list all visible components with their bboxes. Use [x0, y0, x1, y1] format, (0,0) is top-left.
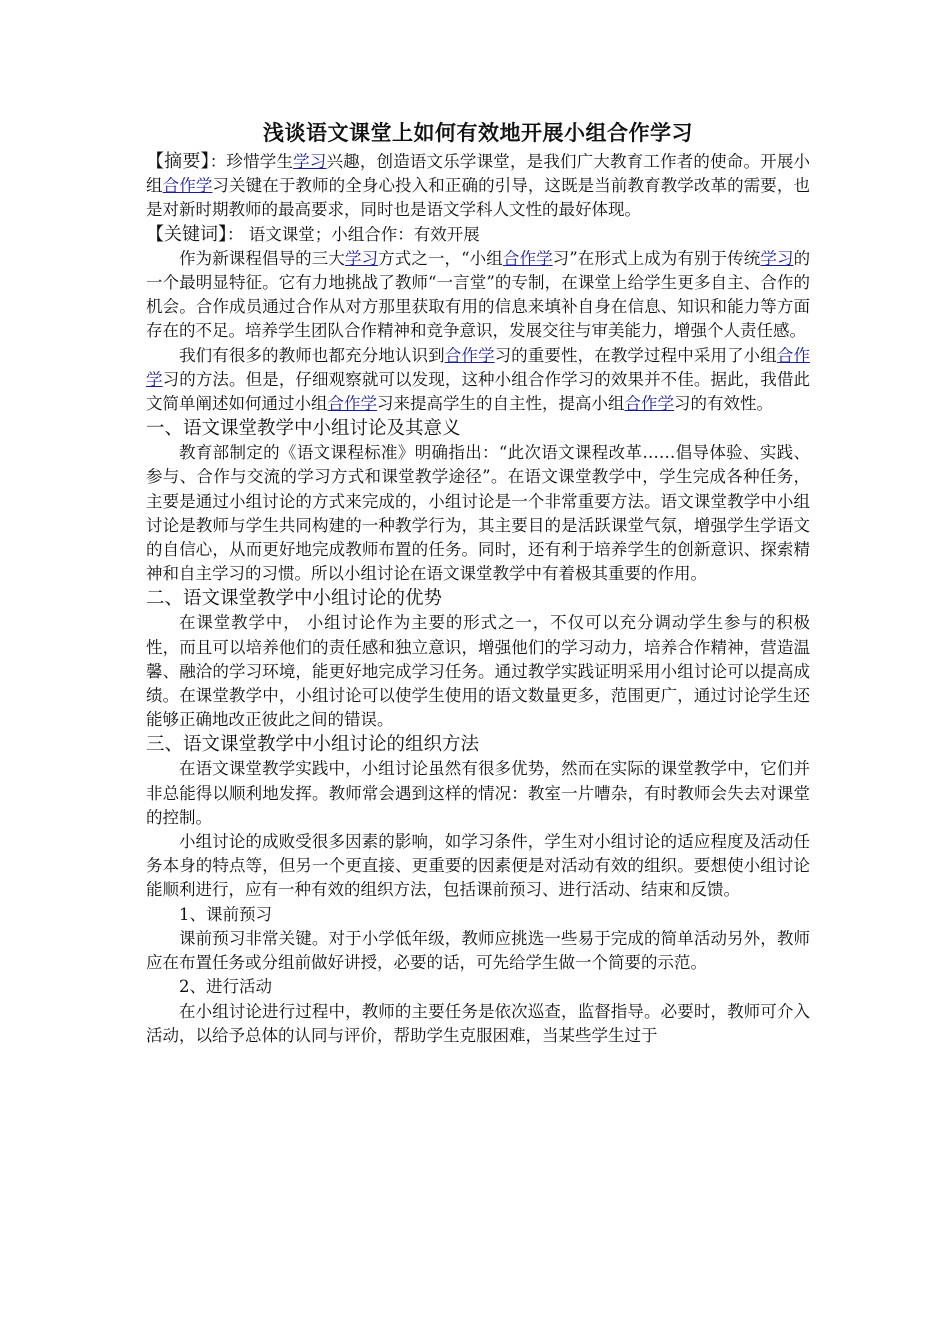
document-title: 浅谈语文课堂上如何有效地开展小组合作学习 [263, 121, 693, 145]
body-text: 习”在形式上成为有别于传统 [552, 248, 761, 268]
section-heading-2: 二、语文课堂教学中小组讨论的优势 [146, 588, 443, 610]
abstract-sep: ： [209, 152, 227, 171]
link-xuexi[interactable]: 学习 [293, 152, 327, 171]
section-3-paragraph-2: 小组讨论的成败受很多因素的影响，如学习条件，学生对小组讨论的适应程度及活动任务本身的特点等，但另一个更直接、更重要的因素便是对活动有效的组织。要想使小组讨论能顺利进行，应有一种有效的组织方法，包括课前预习、进行活动、结束和反馈。 [146, 832, 810, 900]
activity-paragraph: 在小组讨论进行过程中，教师的主要任务是依次巡查，监督指导。必要时，教师可介入活动，以给予总体的认同与评价，帮助学生克服困难，当某些学生过于 [146, 1001, 810, 1045]
abstract-label: 【摘要】 [146, 151, 210, 172]
keywords-sep: ： [227, 224, 244, 244]
link-hezuoxue[interactable]: 合作学 [624, 394, 674, 414]
link-hezuoxue[interactable]: 合作学 [146, 345, 811, 389]
link-hezuoxue[interactable]: 合作学 [502, 248, 553, 268]
section-2-paragraph: 在课堂教学中， 小组讨论作为主要的形式之一，不仅可以充分调动学生参与的积极性，而且可以培养他们的责任感和独立意识，增强他们的学习动力，培养合作精神，营造温馨、融洽的学习环境，能更好地完成学习任务。通过教学实践证明采用小组讨论可以提高成绩。在课堂教学中，小组讨论可以使学生使用的语文数量更多，范围更广，通过讨论学生还能够正确地改正彼此之间的错误。 [146, 613, 810, 730]
section-3-paragraph-1: 在语文课堂教学实践中，小组讨论虽然有很多优势，然而在实际的课堂教学中，它们并非总能得以顺利地发挥。教师常会遇到这样的情况：教室一片嘈杂，有时教师会失去对课堂的控制。 [146, 759, 810, 827]
keywords-label: 【关键词】 [146, 223, 227, 245]
link-hezuoxue[interactable]: 合作学 [327, 394, 377, 414]
subheading-activity: 2、进行活动 [179, 977, 272, 997]
body-text: 我们有很多的教师也都充分地认识到 [179, 345, 445, 365]
subheading-preview: 1、课前预习 [179, 904, 272, 924]
section-1-paragraph: 教育部制定的《语文课程标准》明确指出：“此次语文课程改革……倡导体验、实践、参与、合作与交流的学习方式和课堂教学途径”。在语文课堂教学中，学生完成各种任务，主要是通过小组讨论的方式来完成的，小组讨论是一个非常重要方法。语文课堂教学中小组讨论是教师与学生共同构建的一种教学行为，其主要目的是活跃课堂气氛，增强学生学语文的自信心，从而更好地完成教师布置的任务。同时，还有利于培养学生的创新意识、探索精神和自主学习的习惯。所以小组讨论在语文课堂教学中有着极其重要的作用。 [146, 443, 810, 584]
link-hezuoxue[interactable]: 合作学 [162, 176, 213, 196]
link-hezuoxue[interactable]: 合作学 [444, 345, 495, 365]
link-xuexi[interactable]: 学习 [760, 248, 794, 268]
body-text: 作为新课程倡导的三大 [179, 248, 345, 268]
abstract-paragraph [146, 150, 810, 223]
body-text: 习的重要性，在教学过程中采用了小组 [494, 345, 777, 365]
link-xuexi[interactable]: 学习 [344, 248, 379, 268]
section-heading-1: 一、语文课堂教学中小组讨论及其意义 [146, 418, 461, 440]
body-text: 方式之一，“小组 [378, 248, 503, 268]
abstract-text: 习关键在于教师的全身心投入和正确的引导，这既是当前教育教学改革的需要，也是对新时期教师的最高要求，同时也是语文学科人文性的最好体现。 [146, 176, 811, 220]
abstract-text: 兴趣，创造语文乐学课堂，是我们广大教育工作者的使命。开展小组 [146, 152, 811, 196]
body-text: 习的方法。但是，仔细观察就可以发现，这种小组合作学习的效果并不佳。据此，我借此文简单阐述如何通过小组 [146, 369, 811, 414]
section-heading-3: 三、语文课堂教学中小组讨论的组织方法 [146, 734, 480, 756]
body-text: 习来提高学生的自主性，提高小组 [377, 394, 625, 414]
keywords-paragraph [146, 223, 810, 247]
abstract-text: 珍惜学生 [226, 152, 294, 171]
body-text: 习的有效性。 [674, 394, 773, 414]
keywords-text: 语文课堂；小组合作：有效开展 [243, 224, 480, 244]
preview-paragraph: 课前预习非常关键。对于小学低年级，教师应挑选一些易于完成的简单活动另外，教师应在布置任务或分组前做好讲授，必要的话，可先给学生做一个简要的示范。 [146, 928, 810, 973]
intro-paragraph-1 [146, 247, 810, 344]
intro-paragraph-2 [146, 344, 810, 417]
document-body [146, 118, 810, 1048]
body-text: 的一个最明显特征。它有力地挑战了教师“一言堂”的专制，在课堂上给学生更多自主、合作的机会。合作成员通过合作从对方那里获取有用的信息来填补自身在信息、知识和能力等方面存在的不足。培养学生团队合作精神和竞争意识，发展交往与审美能力，增强个人责任感。 [146, 248, 811, 341]
